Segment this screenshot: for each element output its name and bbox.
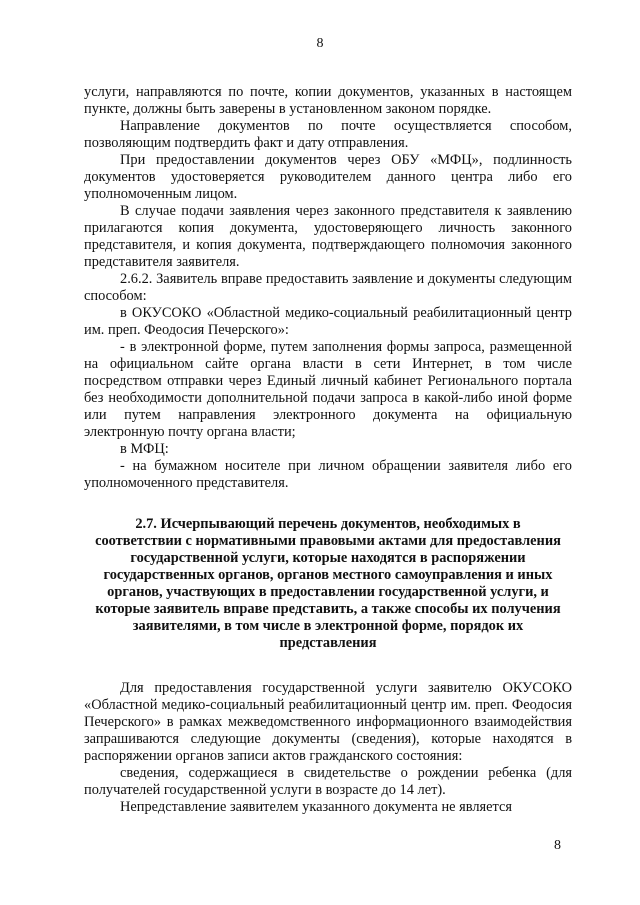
- paragraph: Направление документов по почте осуществляется способом, позволяющим подтвердить факт и дату отправления.: [84, 118, 572, 151]
- paragraph: Для предоставления государственной услуги заявителю ОКУСОКО «Областной медико-социальный реабилитационный центр им. преп. Феодосия Печерского» в рамках межведомственного информационного взаимодействия запрашиваются следующие документы (сведения), которые находятся в распоряжении органов записи актов гражданского состояния:: [84, 680, 572, 764]
- paragraph: 2.6.2. Заявитель вправе предоставить заявление и документы следующим способом:: [84, 271, 572, 304]
- paragraph: сведения, содержащиеся в свидетельстве о рождении ребенка (для получателей государственной услуги в возрасте до 14 лет).: [84, 765, 572, 798]
- paragraph: - на бумажном носителе при личном обращении заявителя либо его уполномоченного представителя.: [84, 458, 572, 491]
- paragraph: Непредставление заявителем указанного документа не является: [120, 799, 513, 815]
- paragraph: В случае подачи заявления через законного представителя к заявлению прилагаются копия документа, удостоверяющего личность законного представителя, и копия документа, подтверждающего полномочия законного представителя заявителя.: [84, 203, 572, 270]
- section-heading: 2.7. Исчерпывающий перечень документов, необходимых в соответствии с нормативными правовыми актами для предоставления государственной услуги, которые находятся в распоряжении государственных органов, органов местного самоуправления и иных органов, участвующих в предоставлении государственной услуги, и которые заявитель вправе представить, а также способы их получения заявителями, в том числе в электронной форме, порядок их представления: [95, 516, 561, 651]
- paragraph: При предоставлении документов через ОБУ «МФЦ», подлинность документов удостоверяется руководителем данного центра либо его уполномоченным лицом.: [84, 152, 572, 202]
- paragraph: в МФЦ:: [120, 441, 169, 457]
- page-number-top: 8: [316, 36, 324, 51]
- page-number-bottom: 8: [554, 838, 561, 853]
- paragraph: - в электронной форме, путем заполнения формы запроса, размещенной на официальном сайте органа власти в сети Интернет, в том числе посредством отправки через Единый личный кабинет Регионального портала без необходимости дополнительной подачи запроса в какой-либо иной форме или путем направления электронного документа на официальную электронную почту органа власти;: [84, 339, 572, 440]
- paragraph: услуги, направляются по почте, копии документов, указанных в настоящем пункте, должны быть заверены в установленном законом порядке.: [84, 84, 572, 117]
- document-body: [84, 84, 572, 816]
- paragraph: в ОКУСОКО «Областной медико-социальный реабилитационный центр им. преп. Феодосия Печерского»:: [84, 305, 572, 338]
